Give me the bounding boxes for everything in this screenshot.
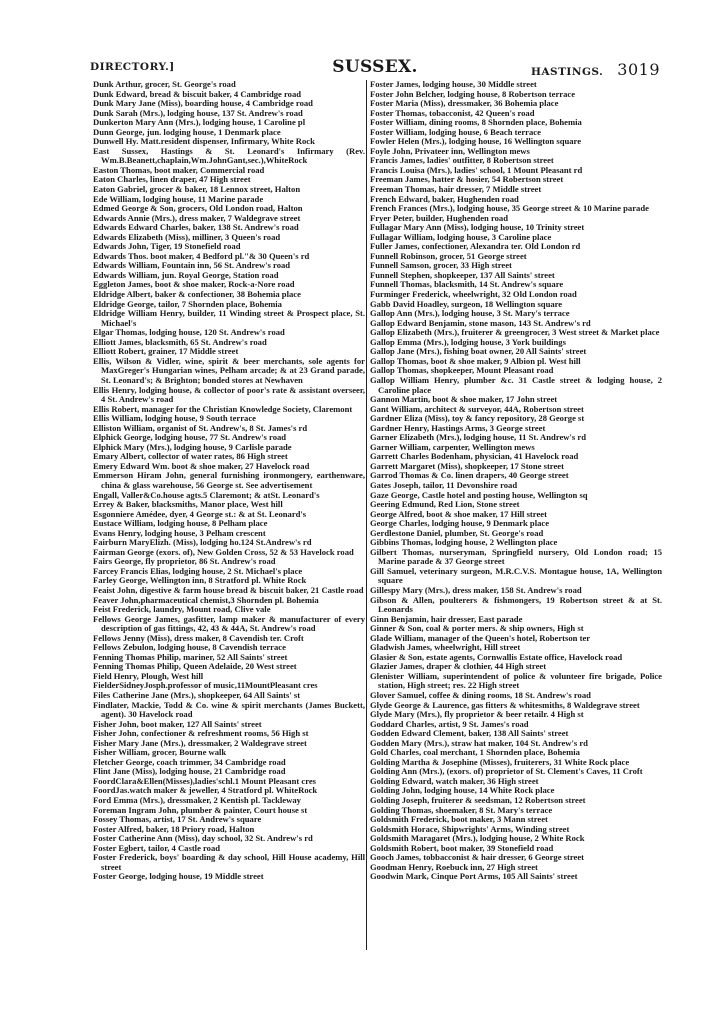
directory-entry: Fellows Jenny (Miss), dress maker, 8 Cavendish ter. Croft	[93, 632, 304, 643]
directory-entry: Goldsmith Robert, boot maker, 39 Stonefield road	[370, 842, 554, 853]
directory-entry: Emary Albert, collector of water rates, 86 High street	[93, 451, 288, 462]
directory-entry: Fairburn MaryElizh. (Miss), lodging ho.124 St.Andrew's rd	[93, 537, 312, 548]
directory-entry: Foster John Belcher, lodging house, 8 Robertson terrace	[370, 88, 576, 99]
directory-entry: Fryer Peter, builder, Hughenden road	[370, 212, 508, 223]
directory-entry: Funnell Stephen, shopkeeper, 137 All Saints' street	[370, 269, 555, 280]
directory-entry: Glover Samuel, coffee & dining rooms, 18 St. Andrew's road	[370, 690, 591, 700]
directory-entry: Esgonniere Amédee, dyer, 4 George st.: & at St. Leonard's	[93, 508, 307, 519]
directory-entry: Ellis, Wilson & Vidler, wine, spirit & beer merchants, sole agents for MaxGreger's Hungarian wines, Pelham arcade; & at 23 Grand parade, St. Leonard's; & Brighton; bonded stores at Newhaven	[93, 355, 365, 385]
directory-entry: Gardner Eliza (Miss), toy & fancy repository, 28 George st	[370, 413, 585, 424]
directory-entry: Eldridge Albert, baker & confectioner, 38 Bohemia place	[93, 289, 301, 300]
directory-entry: Gates Joseph, tailor, 11 Devonshire road	[370, 479, 518, 490]
directory-entry: FielderSidneyJosph.professor of music,11MountPleasant cres	[93, 680, 318, 691]
directory-entry: Garrod Thomas & Co. linen drapers, 40 George street	[370, 470, 569, 481]
directory-entry: Gaze George, Castle hotel and posting house, Wellington sq	[370, 489, 588, 500]
directory-entry: Foster Alfred, baker, 18 Priory road, Halton	[93, 823, 255, 834]
directory-entry: Gerdlestone Daniel, plumber, St. George's road	[370, 527, 544, 538]
directory-entry: Fenning Thomas Philip, Queen Adelaide, 20 West street	[93, 661, 297, 672]
directory-entry: Foster William, lodging house, 6 Beach terrace	[370, 126, 541, 137]
directory-entry: Gill Samuel, veterinary surgeon, M.R.C.V.S. Montague house, 1A, Wellington square	[370, 565, 662, 586]
directory-entry: Gant William, architect & surveyor, 44A, Robertson street	[370, 403, 584, 414]
directory-entry: Foster George, lodging house, 19 Middle street	[93, 871, 264, 882]
directory-entry: Garner William, carpenter, Wellington mews	[370, 441, 535, 452]
directory-entry: Fullagar Mary Ann (Miss), lodging house, 10 Trinity street	[370, 222, 585, 233]
directory-entry: Evans Henry, lodging house, 3 Pelham crescent	[93, 527, 266, 538]
directory-entry: Files Catherine Jane (Mrs.), shopkeeper, 64 All Saints' st	[93, 690, 301, 700]
directory-entry: Furminger Frederick, wheelwright, 32 Old London road	[370, 289, 577, 300]
directory-entry: Feist Frederick, laundry, Mount road, Clive vale	[93, 604, 271, 615]
directory-entry: Fisher John, confectioner & refreshment rooms, 56 High st	[93, 728, 309, 739]
directory-entry: Foster William, dining rooms, 8 Shornden place, Bohemia	[370, 117, 582, 128]
directory-entry: Gannon Martin, boot & shoe maker, 17 John street	[370, 394, 558, 405]
directory-entry: Elphick George, lodging house, 77 St. Andrew's road	[93, 432, 287, 443]
directory-entry: Fairman George (exors. of), New Golden Cross, 52 & 53 Havelock road	[93, 546, 354, 557]
directory-entry: Golding Ann (Mrs.), (exors. of) proprietor of St. Clement's Caves, 11 Croft	[370, 766, 643, 777]
directory-entry: Elgar Thomas, lodging house, 120 St. Andrew's road	[93, 327, 285, 338]
directory-entry: Goldsmith Frederick, boot maker, 3 Mann street	[370, 814, 548, 825]
directory-entry: Golding Edward, watch maker, 36 High street	[370, 775, 539, 786]
directory-entry: Fullagar William, lodging house, 3 Caroline place	[370, 231, 552, 242]
directory-entry: Farcey Francis Elias, lodging house, 2 St. Michael's place	[93, 565, 303, 576]
directory-entry: Gilbert Thomas, nurseryman, Springfield nursery, Old London road; 15 Marine parade & 37 George street	[370, 546, 662, 567]
directory-entry: Edwards Edward Charles, baker, 138 St. Andrew's road	[93, 222, 299, 233]
directory-entry: Ginner & Son, coal & porter mers. & ship owners, High st	[370, 623, 584, 634]
directory-entry: Dunk Sarah (Mrs.), lodging house, 137 St. Andrew's road	[93, 107, 303, 118]
directory-entry: Gallop Emma (Mrs.), lodging house, 3 York buildings	[370, 336, 566, 347]
directory-entry: Gibson & Allen, poulterers & fishmongers, 19 Robertson street & at St. Leonards	[370, 594, 662, 615]
running-head-left: DIRECTORY.]	[90, 61, 175, 73]
directory-entry: Ellis Robert, manager for the Christian Knowledge Society, Claremont	[93, 403, 353, 414]
directory-entry: Eaton Gabriel, grocer & baker, 18 Lennox street, Halton	[93, 184, 301, 195]
directory-entry: Fenning Thomas Philip, mariner, 52 All Saints' street	[93, 651, 288, 662]
directory-entry: Dunkerton Mary Ann (Mrs.), lodging house, 1 Caroline pl	[93, 117, 306, 128]
directory-entry: Elliston William, organist of St. Andrew's, 8 St. James's rd	[93, 422, 308, 433]
directory-entry: Gabb David Hoadley, surgeon, 18 Wellington square	[370, 298, 563, 309]
directory-entry: Ellis Henry, lodging house, & collector of poor's rate & assistant overseer, 4 St. Andrew's road	[93, 384, 365, 405]
page-number: 3019	[617, 60, 660, 79]
directory-entry: Findlater, Mackie, Todd & Co. wine & spirit merchants (James Buckett, agent). 30 Havelock road	[93, 699, 365, 720]
directory-entry: Godden Mary (Mrs.), straw hat maker, 104 St. Andrew's rd	[370, 737, 588, 748]
directory-entry: Fisher Mary Jane (Mrs.), dressmaker, 2 Waldegrave street	[93, 737, 307, 748]
directory-entry: Glyde Mary (Mrs.), fly proprietor & beer retailr. 4 High st	[370, 709, 584, 720]
directory-entry: Eldridge George, tailor, 7 Shornden place, Bohemia	[93, 298, 282, 309]
directory-entry: Eustace William, lodging house, 8 Pelham place	[93, 518, 268, 529]
directory-entry: Foster Egbert, tailor, 4 Castle road	[93, 842, 221, 853]
directory-entry: Gallop Jane (Mrs.), fishing boat owner, 20 All Saints' street	[370, 346, 587, 357]
directory-entry: Edwards William, jun. Royal George, Station road	[93, 269, 279, 280]
column-divider	[366, 80, 367, 950]
directory-entry: Gallop Thomas, shopkeeper, Mount Pleasant road	[370, 365, 554, 376]
directory-entry: Flint Jane (Miss), lodging house, 21 Cambridge road	[93, 766, 286, 777]
directory-entry: Gardner Henry, Hastings Arms, 3 George street	[370, 422, 546, 433]
directory-entry: Geering Edmund, Red Lion, Stone street	[370, 499, 520, 510]
directory-entry: Edwards Annie (Mrs.), dress maker, 7 Waldegrave street	[93, 212, 301, 223]
directory-entry: Glazier James, draper & clothier, 44 High street	[370, 661, 547, 672]
running-head-right	[531, 60, 660, 79]
directory-entry: Glenister William, superintendent of police & volunteer fire brigade, Police station, High street; res. 22 High street	[370, 670, 662, 691]
directory-entry: Dunk Edward, bread & biscuit baker, 4 Cambridge road	[93, 88, 302, 99]
directory-entry: Dunk Arthur, grocer, St. George's road	[93, 79, 236, 89]
directory-entry: Gallop Ann (Mrs.), lodging house, 3 St. Mary's terrace	[370, 308, 570, 319]
directory-entry: Garrett Charles Bodenham, physician, 41 Havelock road	[370, 451, 579, 462]
directory-column-left	[93, 80, 365, 882]
directory-entry: Golding Thomas, shoemaker, 8 St. Mary's terrace	[370, 804, 553, 815]
directory-entry: Glade William, manager of the Queen's hotel, Robertson ter	[370, 632, 591, 643]
directory-entry: Elphick Mary (Mrs.), lodging house, 9 Carlisle parade	[93, 441, 292, 452]
directory-entry: Fletcher George, coach trimmer, 34 Cambridge road	[93, 756, 286, 767]
directory-entry: Fossey Thomas, artist, 17 St. Andrew's square	[93, 814, 262, 825]
directory-entry: Field Henry, Plough, West hill	[93, 670, 204, 681]
directory-entry: Dunk Mary Jane (Miss), boarding house, 4 Cambridge road	[93, 98, 313, 109]
directory-entry: George Charles, lodging house, 9 Denmark place	[370, 518, 550, 529]
directory-entry: Foster Frederick, boys' boarding & day school, Hill House academy, Hill street	[93, 852, 365, 872]
directory-entry: Goodman Henry, Roebuck inn, 27 High street	[370, 861, 538, 872]
directory-entry: Foster James, lodging house, 30 Middle street	[370, 79, 537, 89]
directory-entry: Francis Louisa (Mrs.), ladies' school, 1 Mount Pleasant rd	[370, 164, 583, 175]
directory-entry: Edwards William, Fountain inn, 56 St. Andrew's road	[93, 260, 291, 271]
directory-entry: Gooch James, tobbacconist & hair dresser, 6 George street	[370, 852, 585, 863]
directory-entry: Golding Martha & Josephine (Misses), fruiterers, 31 White Rock place	[370, 756, 630, 767]
directory-entry: Glyde George & Laurence, gas fitters & whitesmiths, 8 Waldegrave street	[370, 699, 640, 710]
directory-entry: Foster Thomas, tobacconist, 42 Queen's road	[370, 107, 535, 118]
directory-entry: Funnell Robinson, grocer, 51 George street	[370, 250, 527, 261]
page-header	[90, 57, 660, 79]
directory-entry: Fisher John, boot maker, 127 All Saints' street	[93, 718, 262, 729]
directory-entry: Emery Edward Wm. boot & shoe maker, 27 Havelock road	[93, 460, 310, 471]
directory-entry: Gibbins Thomas, lodging house, 2 Wellington place	[370, 537, 558, 548]
directory-entry: French Edward, baker, Hughenden road	[370, 193, 519, 204]
directory-entry: Dunn George, jun. lodging house, 1 Denmark place	[93, 126, 281, 137]
directory-entry: Errey & Baker, blacksmiths, Manor place, West hill	[93, 499, 283, 510]
directory-entry: Fowler Helen (Mrs.), lodging house, 16 Wellington square	[370, 136, 582, 147]
directory-entry: Goldsmith Maragaret (Mrs.), lodging house, 2 White Rock	[370, 833, 585, 844]
directory-entry: Funnell Samson, grocer, 33 High street	[370, 260, 512, 271]
directory-entry: Emmerson Hiram John, general furnishing ironmongery, earthenware, china & glass warehouse, 56 George st. See advertisement	[93, 470, 365, 490]
directory-entry: Freeman James, hatter & hosier, 54 Robertson street	[370, 174, 564, 185]
directory-entry: Ede William, lodging house, 11 Marine parade	[93, 193, 264, 204]
directory-entry: Ellis William, lodging house, 9 South terrace	[93, 413, 256, 424]
directory-entry: Elliott Robert, grainer, 17 Middle street	[93, 346, 239, 357]
directory-entry: Easton Thomas, boot maker, Commercial road	[93, 164, 265, 175]
directory-entry: Goddard Charles, artist, 9 St. James's road	[370, 718, 529, 729]
directory-entry: Foreman Ingram John, plumber & painter, Court house st	[93, 804, 308, 815]
directory-entry: Foster Catherine Ann (Miss), day school, 32 St. Andrew's rd	[93, 833, 313, 844]
directory-entry: Fisher William, grocer, Bourne walk	[93, 747, 227, 758]
directory-entry: Ginn Benjamin, hair dresser, East parade	[370, 613, 523, 624]
directory-entry: Fuller James, confectioner, Alexandra ter. Old London rd	[370, 241, 581, 252]
directory-entry: Garrett Margaret (Miss), shopkeeper, 17 Stone street	[370, 460, 564, 471]
directory-entry: Gallop William Henry, plumber &c. 31 Castle street & lodging house, 2 Caroline place	[370, 374, 662, 395]
directory-entry: Golding Joseph, fruiterer & seedsman, 12 Robertson street	[370, 795, 586, 806]
directory-entry: Glasier & Son, estate agents, Cornwallis Estate office, Havelock road	[370, 651, 623, 662]
running-head-title: SUSSEX.	[332, 57, 418, 77]
directory-entry: Fellows George James, gasfitter, lamp maker & manufacturer of every description of gas fittings, 42, 43 & 44A, St. Andrew's road	[93, 613, 365, 634]
directory-entry: Feaist John, digestive & farm house bread & biscuit baker, 21 Castle road	[93, 584, 364, 595]
directory-entry: Edwards Thos. boot maker, 4 Bedford pl."& 30 Queen's rd	[93, 250, 310, 261]
directory-column-right	[370, 80, 662, 882]
directory-entry: Gladwish James, wheelwright, Hill street	[370, 642, 521, 653]
directory-entry: Golding John, lodging house, 14 White Rock place	[370, 785, 555, 796]
running-head-place: HASTINGS.	[530, 66, 604, 78]
directory-entry: Freeman Thomas, hair dresser, 7 Middle street	[370, 184, 542, 195]
directory-entry: Gallop Thomas, boot & shoe maker, 9 Albion pl. West hill	[370, 355, 581, 366]
directory-entry: Garner Elizabeth (Mrs.), lodging house, 11 St. Andrew's rd	[370, 432, 586, 443]
directory-entry: Eldridge William Henry, builder, 11 Winding street & Prospect place, St. Michael's	[93, 308, 365, 328]
directory-entry: Elliott James, blacksmith, 65 St. Andrew's road	[93, 336, 267, 347]
directory-entry: Eggleton James, boot & shoe maker, Rock-a-Nore road	[93, 279, 295, 290]
directory-entry: East Sussex, Hastings & St. Leonard's Infirmary (Rev. Wm.B.Beanett,chaplain,Wm.JohnGant,sec.),WhiteRock	[93, 145, 365, 166]
directory-entry: French Frances (Mrs.), lodging house, 35 George street & 10 Marine parade	[370, 203, 649, 214]
directory-entry: Gillespy Mary (Mrs.), dress maker, 158 St. Andrew's road	[370, 584, 582, 595]
directory-entry: Godden Edward Clement, baker, 138 All Saints' street	[370, 728, 569, 739]
directory-entry: Gold Charles, coal merchant, 1 Shornden place, Bohemia	[370, 747, 580, 758]
directory-entry: Dunwell Hy. Matt.resident dispenser, Infirmary, White Rock	[93, 136, 315, 147]
directory-entry: Feaver John,pharmaceutical chemist,3 Shornden pl. Bohemia	[93, 594, 319, 605]
directory-entry: FoordJas.watch maker & jeweller, 4 Stratford pl. WhiteRock	[93, 785, 318, 796]
directory-entry: George Alfred, boot & shoe maker, 17 Hill street	[370, 508, 547, 519]
directory-entry: Fellows Zebulon, lodging house, 8 Cavendish terrace	[93, 642, 286, 653]
directory-entry: Foster Maria (Miss), dressmaker, 36 Bohemia place	[370, 98, 559, 109]
directory-entry: Gallop Elizabeth (Mrs.), fruiterer & greengrocer, 3 West street & Market place	[370, 327, 660, 338]
directory-entry: Goldsmith Horace, Shipwrights' Arms, Winding street	[370, 823, 570, 834]
directory-entry: Edwards Elizabeth (Miss), milliner, 3 Queen's road	[93, 231, 281, 242]
directory-entry: Fairs George, fly proprietor, 86 St. Andrew's road	[93, 556, 276, 567]
directory-entry: Farley George, Wellington inn, 8 Stratford pl. White Rock	[93, 575, 307, 586]
directory-entry: Ford Emma (Mrs.), dressmaker, 2 Kentish pl. Tackleway	[93, 795, 301, 806]
directory-entry: Edwards John, Tiger, 19 Stonefield road	[93, 241, 241, 252]
directory-entry: Gallop Edward Benjamin, stone mason, 143 St. Andrew's rd	[370, 317, 591, 328]
directory-entry: Eaton Charles, linen draper, 47 High street	[93, 174, 251, 185]
directory-entry: Edmed George & Son, grocers, Old London road, Halton	[93, 203, 303, 214]
directory-entry: FoordClara&Ellen(Misses),ladies'schl.1 Mount Pleasant cres	[93, 775, 317, 786]
directory-entry: Foyle John, Privateer inn, Wellington mews	[370, 145, 530, 156]
directory-entry: Engall, Valler&Co.house agts.5 Claremont; & atSt. Leonard's	[93, 489, 320, 500]
directory-entry: Goodwin Mark, Cinque Port Arms, 105 All Saints' street	[370, 871, 578, 882]
directory-entry: Funnell Thomas, blacksmith, 14 St. Andrew's square	[370, 279, 564, 290]
directory-entry: Francis James, ladies' outfitter, 8 Robertson street	[370, 155, 554, 166]
